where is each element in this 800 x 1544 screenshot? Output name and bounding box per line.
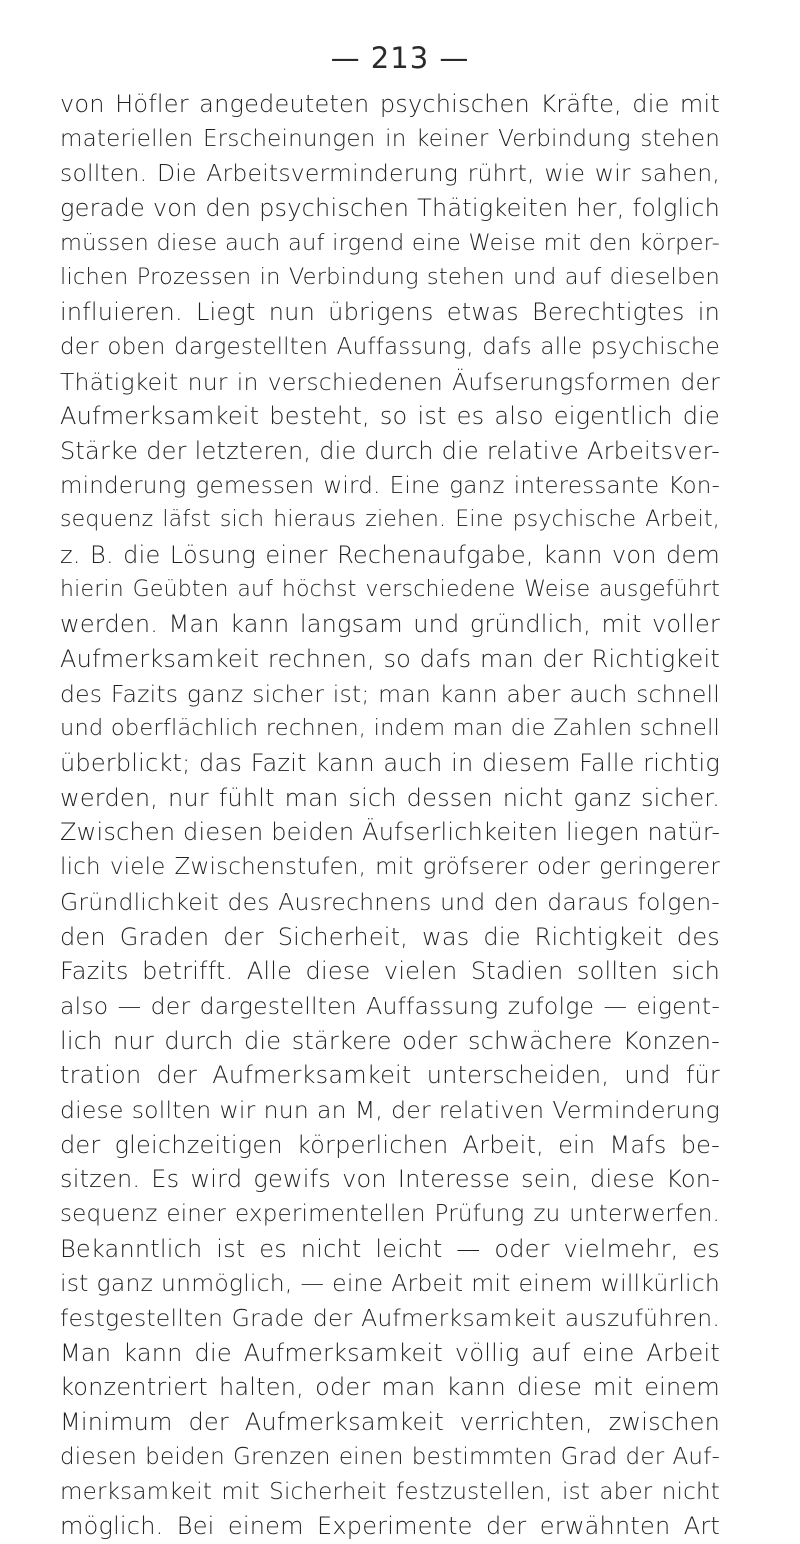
text-line: der oben dargestellten Auffassung, dafs alle psychische bbox=[60, 333, 720, 360]
text-line: den Graden der Sicherheit, was die Richtigkeit des bbox=[60, 922, 720, 951]
text-line: Bekanntlich ist es nicht leicht — oder vielmehr, es bbox=[60, 1234, 720, 1263]
text-line: sollten. Die Arbeitsverminderung rührt, wie wir sahen, bbox=[60, 159, 720, 188]
text-line: also — der dargestellten Auffassung zufolge — eigent- bbox=[60, 991, 720, 1020]
text-line: materiellen Erscheinungen in keiner Verbindung stehen bbox=[60, 125, 720, 152]
text-line: des Fazits ganz sicher ist; man kann aber auch schnell bbox=[60, 679, 720, 708]
text-line: konzentriert halten, oder man kann diese mit einem bbox=[60, 1373, 720, 1402]
text-line: sequenz einer experimentellen Prüfung zu unterwerfen. bbox=[60, 1201, 720, 1227]
text-line: Aufmerksamkeit besteht, so ist es also eigentlich die bbox=[60, 402, 720, 431]
text-line: werden. Man kann langsam und gründlich, mit voller bbox=[60, 610, 720, 639]
text-line: möglich. Bei einem Experimente der erwähnten Art bbox=[60, 1512, 720, 1541]
page-number: — 213 — bbox=[330, 41, 470, 75]
text-line: tration der Aufmerksamkeit unterscheiden, und für bbox=[60, 1061, 720, 1090]
text-line: lichen Prozessen in Verbindung stehen und auf dieselben bbox=[60, 264, 720, 291]
body-text bbox=[60, 87, 720, 1544]
text-line: Fazits betrifft. Alle diese vielen Stadien sollten sich bbox=[60, 957, 720, 986]
text-line: gerade von den psychischen Thätigkeiten her, folglich bbox=[60, 194, 720, 223]
text-line: müssen diese auch auf irgend eine Weise mit den körper- bbox=[60, 229, 720, 256]
text-line: ist ganz unmöglich, — eine Arbeit mit einem willkürlich bbox=[60, 1269, 720, 1298]
text-line: influieren. Liegt nun übrigens etwas Berechtigtes in bbox=[60, 298, 720, 327]
text-line: lich viele Zwischenstufen, mit gröfserer oder geringerer bbox=[60, 854, 720, 881]
text-line: überblickt; das Fazit kann auch in diesem Falle richtig bbox=[60, 749, 720, 778]
text-line: festgestellten Grade der Aufmerksamkeit auszuführen. bbox=[60, 1304, 720, 1333]
text-line: Stärke der letzteren, die durch die relative Arbeitsver- bbox=[60, 436, 720, 465]
text-line: von Höfler angedeuteten psychischen Kräfte, die mit bbox=[60, 90, 720, 118]
text-line: hierin Geübten auf höchst verschiedene Weise ausgeführt bbox=[60, 576, 720, 602]
text-line: sitzen. Es wird gewifs von Interesse sein, diese Kon- bbox=[60, 1165, 720, 1194]
text-line: Thätigkeit nur in verschiedenen Äufserungsformen der bbox=[60, 367, 720, 396]
text-line: Minimum der Aufmerksamkeit verrichten, zwischen bbox=[60, 1408, 720, 1437]
text-line: minderung gemessen wird. Eine ganz interessante Kon- bbox=[60, 472, 720, 499]
text-line: der gleichzeitigen körperlichen Arbeit, ein Mafs be- bbox=[60, 1130, 720, 1159]
text-line: diesen beiden Grenzen einen bestimmten Grad der Auf- bbox=[60, 1443, 720, 1470]
text-line: z. B. die Lösung einer Rechenaufgabe, kann von dem bbox=[60, 540, 720, 569]
text-line: diese sollten wir nun an M, der relativen Verminderung bbox=[60, 1095, 720, 1124]
text-line: und oberflächlich rechnen, indem man die Zahlen schnell bbox=[60, 715, 720, 742]
text-line: lich nur durch die stärkere oder schwächere Konzen- bbox=[60, 1026, 720, 1055]
text-line: werden, nur fühlt man sich dessen nicht ganz sicher. bbox=[60, 783, 720, 812]
text-line: Man kann die Aufmerksamkeit völlig auf eine Arbeit bbox=[60, 1338, 720, 1367]
text-line: merksamkeit mit Sicherheit festzustellen, ist aber nicht bbox=[60, 1478, 720, 1505]
text-line: sequenz läfst sich hieraus ziehen. Eine psychische Arbeit, bbox=[60, 507, 720, 533]
text-line: Gründlichkeit des Ausrechnens und den daraus folgen- bbox=[60, 887, 720, 916]
text-line: Zwischen diesen beiden Äufserlichkeiten liegen natür- bbox=[60, 818, 721, 847]
text-line: Aufmerksamkeit rechnen, so dafs man der Richtigkeit bbox=[60, 645, 720, 673]
